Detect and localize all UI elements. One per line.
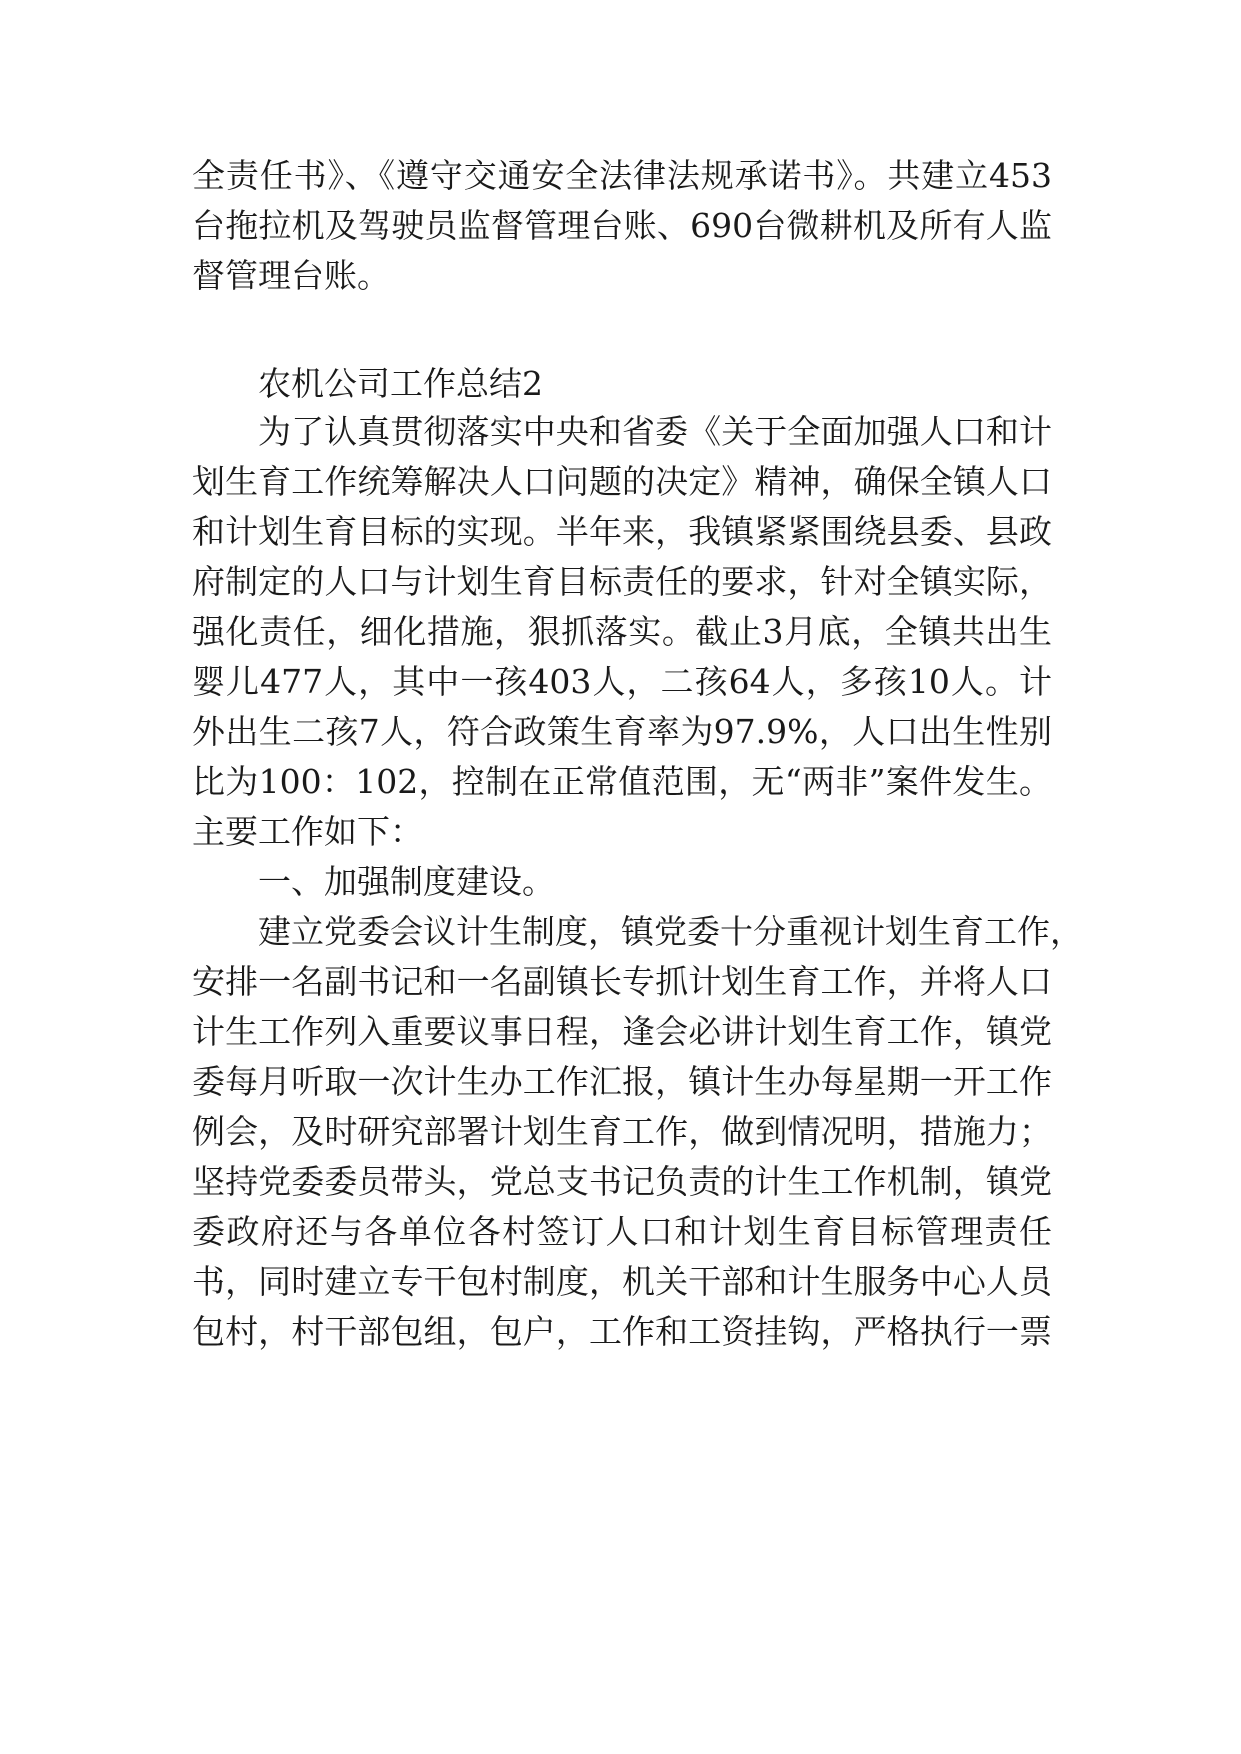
text-line: 委每月听取一次计生办工作汇报，镇计生办每星期一开工作 [192, 1062, 1052, 1101]
text-line: 委政府还与各单位各村签订人口和计划生育目标管理责任 [192, 1212, 1052, 1251]
section-heading: 农机公司工作总结2 [258, 364, 543, 403]
paragraph-first-line: 为了认真贯彻落实中央和省委《关于全面加强人口和计 [258, 412, 1052, 451]
text-line: 包村，村干部包组，包户，工作和工资挂钩，严格执行一票 [192, 1312, 1052, 1351]
text-line: 坚持党委委员带头，党总支书记负责的计生工作机制，镇党 [192, 1162, 1052, 1201]
text-line: 全责任书》、《遵守交通安全法律法规承诺书》。共建立453 [192, 156, 1052, 195]
text-line: 例会，及时研究部署计划生育工作，做到情况明，措施力； [192, 1112, 1052, 1151]
text-line: 主要工作如下： [192, 812, 423, 851]
text-line: 府制定的人口与计划生育目标责任的要求，针对全镇实际， [192, 562, 1052, 601]
paragraph-first-line: 建立党委会议计生制度，镇党委十分重视计划生育工作， [258, 912, 1083, 951]
text-line: 划生育工作统筹解决人口问题的决定》精神，确保全镇人口 [192, 462, 1052, 501]
text-line: 台拖拉机及驾驶员监督管理台账、690台微耕机及所有人监 [192, 206, 1052, 245]
section-heading: 一、加强制度建设。 [258, 862, 555, 901]
text-line: 比为100：102，控制在正常值范围，无“两非”案件发生。 [192, 762, 1052, 801]
text-line: 和计划生育目标的实现。半年来，我镇紧紧围绕县委、县政 [192, 512, 1052, 551]
text-line: 书，同时建立专干包村制度，机关干部和计生服务中心人员 [192, 1262, 1052, 1301]
text-line: 安排一名副书记和一名副镇长专抓计划生育工作，并将人口 [192, 962, 1052, 1001]
text-line: 计生工作列入重要议事日程，逢会必讲计划生育工作，镇党 [192, 1012, 1052, 1051]
text-line: 强化责任，细化措施，狠抓落实。截止3月底，全镇共出生 [192, 612, 1052, 651]
text-line: 婴儿477人，其中一孩403人，二孩64人，多孩10人。计 [192, 662, 1052, 701]
text-line: 督管理台账。 [192, 256, 390, 295]
text-line: 外出生二孩7人，符合政策生育率为97.9%，人口出生性别 [192, 712, 1052, 751]
